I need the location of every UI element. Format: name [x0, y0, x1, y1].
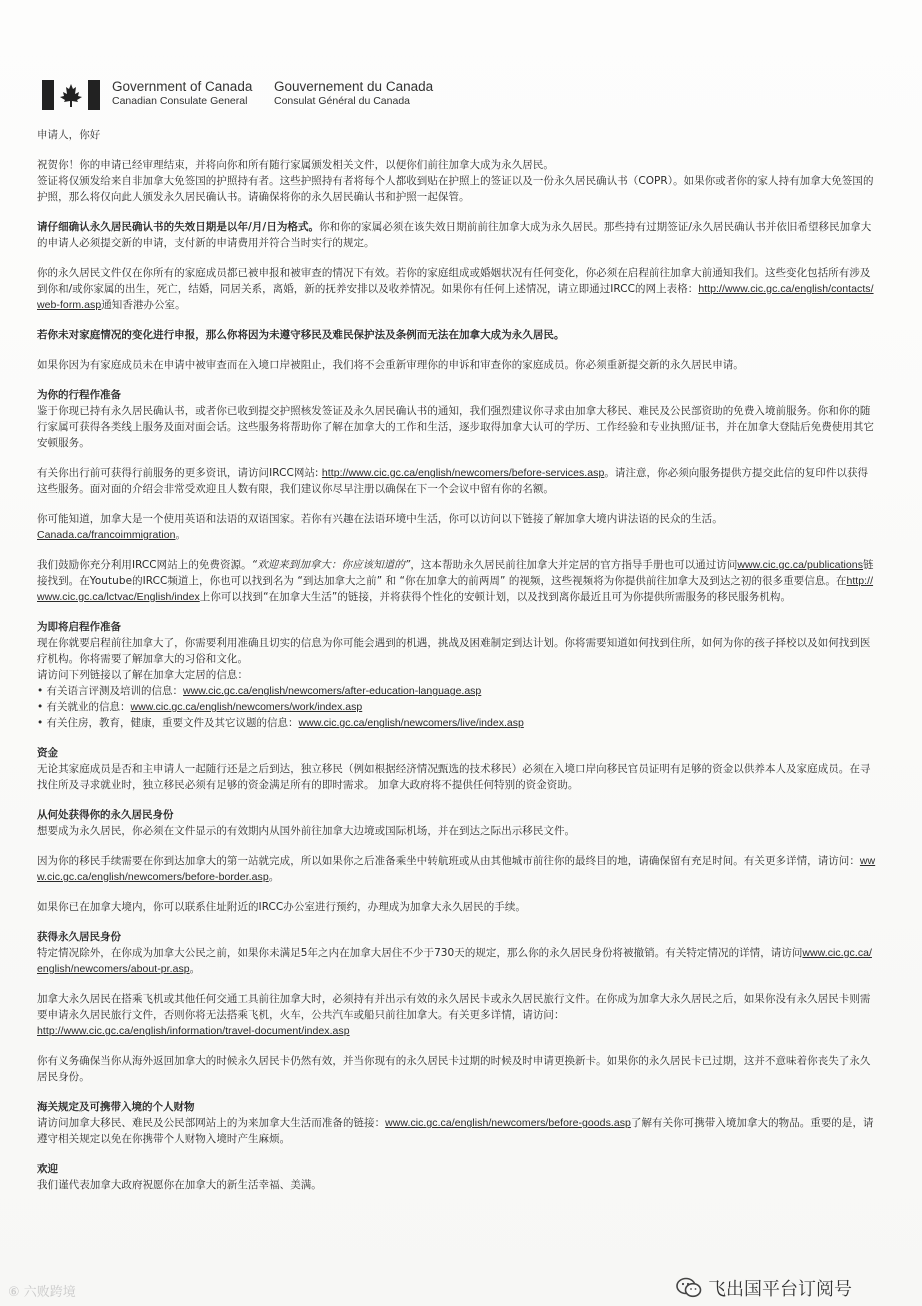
resources-text-c: 链接找到。在Youtube的IRCC频道上，你也可以找到名为 “到达加拿大之前” 和 “你在加拿大的前两周” 的视频，这些视频将为你提供前往加拿大及到达之初的很多重要信息。在: [37, 559, 874, 587]
list-item: [37, 699, 877, 715]
resources-text-b: ，这本帮助永久居民前往加拿大并定居的官方指导手册也可以通过访问: [410, 559, 738, 571]
family-changes-tail: 通知香港办公室。: [101, 299, 186, 311]
paragraph-expiry: [37, 219, 877, 251]
consulate-fr: Consulat Général du Canada: [274, 95, 411, 107]
paragraph-pre-arrival: 鉴于你现已持有永久居民确认书，或者你已收到提交护照核发签证及永久居民确认书的通知，我们强烈建议你寻求由加拿大移民、难民及公民部资助的免费入境前服务。你和你的随行家属可获得各类线上服务及面对面会话。这些服务将帮助你了解在加拿大的工作和生活，逐步取得加拿大认可的学历、工作经验和专业执照/证书，并在加拿大登陆后免费使用其它安顿服务。: [37, 405, 875, 449]
francoimmigration-link[interactable]: Canada.ca/francoimmigration: [37, 529, 176, 541]
lctvac-link[interactable]: http://www.cic.gc.ca/lctvac/English/index: [37, 575, 874, 603]
paragraph-in-canada: 如果你已在加拿大境内，你可以联系住址附近的IRCC办公室进行预约，办理成为加拿大永久居民的手续。: [37, 901, 526, 913]
pre-services-text: 有关你出行前可获得行前服务的更多资讯，请访问IRCC网站:: [37, 467, 322, 479]
heading-where-pr: 从何处获得你的永久居民身份: [37, 809, 174, 821]
heading-funds: 资金: [37, 747, 58, 759]
before-services-link[interactable]: http://www.cic.gc.ca/english/newcomers/before-services.asp: [321, 467, 605, 479]
publications-link[interactable]: www.cic.gc.ca/publications: [737, 559, 863, 571]
heading-welcome: 欢迎: [37, 1163, 58, 1175]
watermark-right: [676, 1275, 852, 1301]
paragraph-residency: [37, 945, 877, 977]
resources-text-a: 我们鼓励你充分利用IRCC网站上的免费资源。: [37, 559, 252, 571]
paragraph-settlement-links: 请访问下列链接以了解在加拿大定居的信息：: [37, 669, 248, 681]
paragraph-connecting-flights: [37, 853, 877, 885]
francophone-text: 你可能知道，加拿大是一个使用英语和法语的双语国家。若你有兴趣在法语环境中生活，你可以访问以下链接了解加拿大境内讲法语的民众的生活。: [37, 513, 723, 525]
before-border-link[interactable]: www.cic.gc.ca/english/newcomers/before-border.asp: [37, 855, 876, 883]
paragraph-pr-card: [37, 991, 877, 1039]
government-name-english: [112, 79, 252, 109]
canada-flag-icon: [42, 80, 100, 110]
live-link[interactable]: www.cic.gc.ca/english/newcomers/live/index.asp: [298, 717, 524, 729]
paragraph-francophone: [37, 511, 877, 543]
paragraph-where-pr: 想要成为永久居民，你必须在文件显示的有效期内从国外前往加拿大边境或国际机场，并在到达之际出示移民文件。: [37, 825, 576, 837]
gov-fr-title: Gouvernement du Canada: [274, 79, 434, 94]
customs-tail: 了解有关你可携带入境加拿大的物品。重要的是，请遵守相关规定以免在你携带个人财物入境时产生麻烦。: [37, 1117, 874, 1145]
bullet-label-language: • 有关语言评测及培训的信息：: [37, 685, 184, 697]
bullet-label-live: • 有关住房，教育，健康，重要文件及其它议题的信息：: [37, 717, 299, 729]
connecting-tail: 。: [268, 871, 280, 883]
language-link[interactable]: www.cic.gc.ca/english/newcomers/after-education-language.asp: [183, 685, 482, 697]
guide-title: “欢迎来到加拿大：你应该知道的”: [251, 559, 411, 571]
customs-text: 请访问加拿大移民、难民及公民部网站上的为来加拿大生活而准备的链接：: [37, 1117, 386, 1129]
expiry-text: 你和你的家属必须在该失效日期前前往加拿大成为永久居民。那些持有过期签证/永久居民确认书并依旧希望移民加拿大的申请人必须提交新的申请，支付新的申请费用并符合当时实行的规定。: [37, 221, 872, 249]
resources-text-d: 上你可以找到“在加拿大生活”的链接，并将获得个性化的安顿计划，以及找到离你最近且可为你提供所需服务的移民服务机构。: [199, 591, 791, 603]
work-link[interactable]: www.cic.gc.ca/english/newcomers/work/index.asp: [130, 701, 363, 713]
web-form-link[interactable]: http://www.cic.gc.ca/english/contacts/web-form.asp: [37, 283, 874, 311]
connecting-text: 因为你的移民手续需要在你到达加拿大的第一站就完成，所以如果你之后准备乘坐中转航班或从由其他城市前往你的最终目的地，请确保留有充足时间。有关更多详情，请访问：: [37, 855, 860, 867]
paragraph-pre-services: [37, 465, 877, 497]
pre-services-tail: 。请注意，你必须向服务提供方提交此信的复印件以获得这些服务。面对面的介绍会非常受欢迎且人数有限，我们建议你尽早注册以确保在下一个会议中留有你的名额。: [37, 467, 869, 495]
expiry-lead: 请仔细确认永久居民确认书的失效日期是以年/月/日为格式。: [37, 221, 320, 233]
pr-card-text: 加拿大永久居民在搭乘飞机或其他任何交通工具前往加拿大时，必须持有并出示有效的永久居民卡或永久居民旅行文件。在你成为加拿大永久居民之后，如果你没有永久居民卡则需要申请永久居民旅行文件，否则你将无法搭乘飞机，火车，公共汽车或船只前往加拿大。有关更多详情，请访问：: [37, 993, 871, 1021]
paragraph-congrats: 祝贺你！你的申请已经审理结束，并将向你和所有随行家属颁发相关文件，以便你们前往加拿大成为永久居民。: [37, 159, 554, 171]
watermark-right-text: 飞出国平台订阅号: [708, 1279, 852, 1300]
paragraph-card-validity: 你有义务确保当你从海外返回加拿大的时候永久居民卡仍然有效，并当你现有的永久居民卡过期的时候及时申请更换新卡。如果你的永久居民卡已过期，这并不意味着你丧失了永久居民身份。: [37, 1055, 871, 1083]
watermark-left: ⑥ 六败跨境: [8, 1285, 76, 1300]
heading-departure: 为即将启程作准备: [37, 621, 121, 633]
list-item: [37, 715, 877, 731]
residency-tail: 。: [189, 963, 201, 975]
list-item: [37, 683, 877, 699]
heading-prepare-trip: 为你的行程作准备: [37, 389, 121, 401]
family-changes-text: 你的永久居民文件仅在你所有的家庭成员都已被申报和被审查的情况下有效。若你的家庭组成或婚姻状况有任何变化，你必须在启程前往加拿大前通知我们。这些变化包括所有涉及到你和/或你家属的出生，死亡，结婚，同居关系，离婚，新的抚养安排以及收养情况。如果你有任何上述情况，请立即通过IRCC的网上表格：: [37, 267, 871, 295]
greeting: 申请人，你好: [37, 129, 101, 141]
bullet-label-work: • 有关就业的信息：: [37, 701, 131, 713]
paragraph-departure: 现在你就要启程前往加拿大了，你需要利用准确且切实的信息为你可能会遇到的机遇，挑战及困难制定到达计划。你将需要知道如何找到住所，如何为你的孩子择校以及如何找到医疗机构。你将需要了解加拿大的习俗和文化。: [37, 637, 871, 665]
heading-customs: 海关规定及可携带入境的个人财物: [37, 1101, 195, 1113]
paragraph-port-of-entry: 如果你因为有家庭成员未在申请中被审查而在入境口岸被阻止，我们将不会重新审理你的申诉和审查你的家庭成员。你必须重新提交新的永久居民申请。: [37, 359, 744, 371]
travel-document-link[interactable]: http://www.cic.gc.ca/english/information/travel-document/index.asp: [37, 1025, 350, 1037]
government-name-french: [274, 79, 433, 109]
about-pr-link[interactable]: www.cic.gc.ca/english/newcomers/about-pr.asp: [37, 947, 872, 975]
paragraph-visa: 签证将仅颁发给来自非加拿大免签国的护照持有者。这些护照持有者将每个人都收到贴在护照上的签证以及一份永久居民确认书（COPR）。如果你或者你的家人持有加拿大免签国的护照，那么将仅向此人颁发永久居民确认书。请确保将你的永久居民确认书和护照一起保管。: [37, 175, 874, 203]
letter-body: [37, 127, 877, 1207]
gov-en-title: Government of Canada: [112, 79, 253, 94]
residency-text: 特定情况除外，在你成为加拿大公民之前，如果你未满足5年之内在加拿大居住不少于730天的规定，那么你的永久居民身份将被撤销。有关特定情况的详情，请访问: [37, 947, 803, 959]
letterhead: [36, 76, 556, 116]
consulate-en: Canadian Consulate General: [112, 95, 248, 107]
settlement-link-list: [37, 683, 877, 731]
paragraph-warning: 若你未对家庭情况的变化进行申报，那么你将因为未遵守移民及难民保护法及条例而无法在加拿大成为永久居民。: [37, 329, 565, 341]
paragraph-family-changes: [37, 265, 877, 313]
paragraph-funds: 无论其家庭成员是否和主申请人一起随行还是之后到达，独立移民（例如根据经济情况甄选的技术移民）必须在入境口岸向移民官员证明有足够的资金以供养本人及家庭成员。在寻找住所及寻求就业时，独立移民必须有足够的资金满足所有的即时需求。 加拿大政府将不提供任何特别的资金资助。: [37, 763, 871, 791]
paragraph-welcome: 我们谨代表加拿大政府祝愿你在加拿大的新生活幸福、美满。: [37, 1179, 322, 1191]
paragraph-resources: [37, 557, 877, 605]
heading-obtain-pr: 获得永久居民身份: [37, 931, 121, 943]
before-goods-link[interactable]: www.cic.gc.ca/english/newcomers/before-goods.asp: [385, 1117, 631, 1129]
wechat-icon: [676, 1277, 702, 1299]
paragraph-customs: [37, 1115, 877, 1147]
francophone-tail: 。: [175, 529, 187, 541]
